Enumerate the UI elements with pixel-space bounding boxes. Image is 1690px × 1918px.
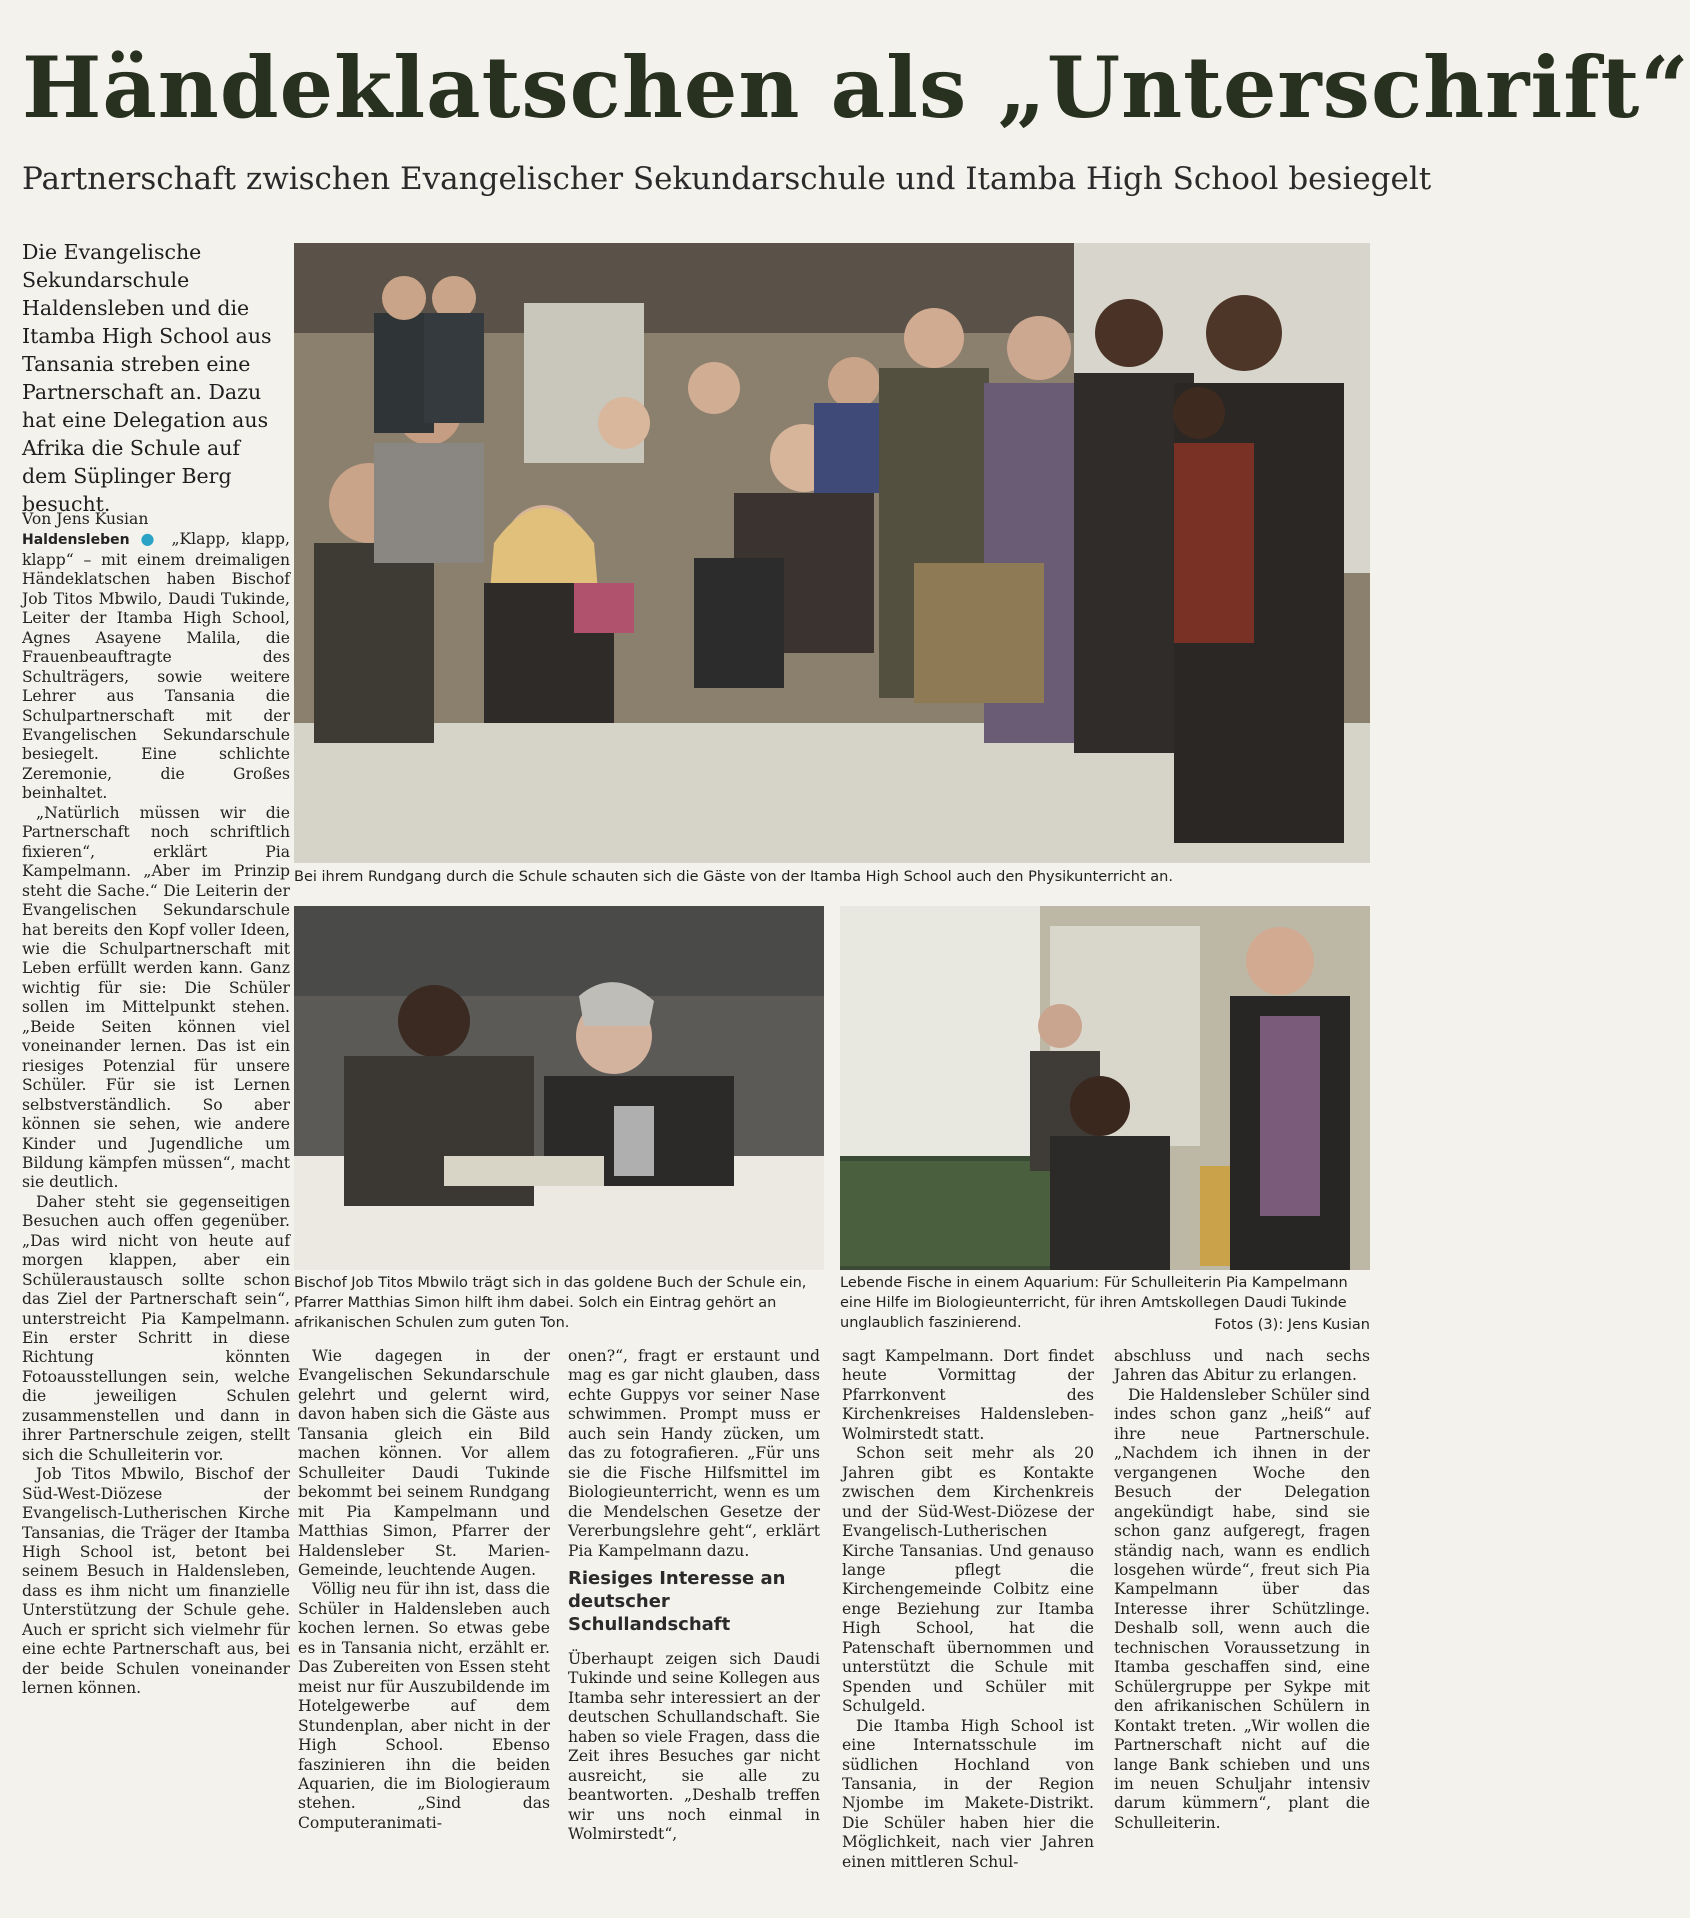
byline: Von Jens Kusian: [22, 510, 149, 528]
dateline: Haldensleben: [22, 532, 130, 549]
paragraph: abschluss und nach sechs Jahren das Abitur zu erlangen.: [1114, 1347, 1370, 1385]
paragraph: Die Haldensleber Schüler sind indes schon ganz „heiß“ auf ihre neue Partnerschule. „Nachdem ich ihnen in der vergangenen Woche den Besuch der Delegation angekündigt habe, sind sie schon ganz aufgeregt, fragen ständig nach, wann es endlich losgehen würde“, freut sich Pia Kampelmann über das Interesse ihrer Schützlinge. Deshalb soll, wenn auch die technischen Voraussetzung in Itamba geschaffen sind, eine Schülergruppe per Sykpe mit den afrikanischen Schülern in Kontakt treten. „Wir wollen die Partnerschaft nicht auf die lange Bank schieben und uns im neuen Schuljahr intensiv darum kümmern“, plant die Schulleiterin.: [1114, 1385, 1370, 1832]
dateline-dot-icon: ●: [140, 529, 161, 549]
paragraph: onen?“, fragt er erstaunt und mag es gar nicht glauben, dass echte Guppys vor seiner Nase schwimmen. Prompt muss er auch sein Handy zücken, um das zu fotografieren. „Für uns sie die Fische Hilfsmittel im Biologieunterricht, wenn es um die Mendelschen Gesetze der Vererbungslehre geht“, erklärt Pia Kampelmann dazu.: [568, 1347, 820, 1560]
lead-paragraph: Die Evangelische Sekundarschule Haldensleben und die Itamba High School aus Tansania streben eine Partnerschaft an. Dazu hat eine Delegation aus Afrika die Schule auf dem Süplinger Berg besucht.: [22, 240, 272, 516]
photo-golden-book: [294, 906, 824, 1270]
paragraph: sagt Kampelmann. Dort findet heute Vormittag der Pfarrkonvent des Kirchenkreises Haldensleben-Wolmirstedt statt.: [842, 1347, 1094, 1443]
photo-aquarium: [840, 906, 1370, 1270]
subheadline: Partnerschaft zwischen Evangelischer Sekundarschule und Itamba High School besiegelt: [22, 161, 1432, 197]
paragraph: Job Titos Mbwilo, Bischof der Süd-West-Diözese der Evangelisch-Lutherischen Kirche Tansanias, die Träger der Itamba High School ist, betont bei seinem Besuch in Haldensleben, dass es ihm nicht um finanzielle Unterstützung der Schule gehe. Auch er spricht sich vielmehr für eine echte Partnerschaft aus, bei der beide Schulen voneinander lernen können.: [22, 1465, 290, 1698]
article-column-3: [568, 1347, 820, 1845]
right-photo-caption-block: [840, 1273, 1370, 1335]
article-column-1: [22, 510, 290, 1699]
main-photo-image: [294, 243, 1370, 863]
paragraph: Schon seit mehr als 20 Jahren gibt es Kontakte zwischen dem Kirchenkreis und der Süd-West-Diözese der Evangelisch-Lutherischen Kirche Tansanias. Und genauso lange pflegt die Kirchengemeinde Colbitz eine enge Beziehung zur Itamba High School, hat die Patenschaft übernommen und unterstützt die Schule mit Spenden und Schüler mit Schulgeld.: [842, 1444, 1094, 1716]
photo-aquarium-image: [840, 906, 1370, 1270]
main-photo-caption: Bei ihrem Rundgang durch die Schule schauten sich die Gäste von der Itamba High School auch den Physikunterricht an.: [294, 869, 1173, 885]
paragraph: Völlig neu für ihn ist, dass die Schüler in Haldensleben auch kochen lernen. So etwas gebe es in Tansania nicht, erzählt er. Das Zubereiten von Essen steht meist nur für Auszubildende im Hotelgewerbe auf dem Stundenplan, aber nicht in der High School. Ebenso faszinieren ihn die beiden Aquarien, die im Biologieraum stehen. „Sind das Computeranimati-: [298, 1580, 550, 1832]
section-subheading: Riesiges Interesse an deutscher Schullandschaft: [568, 1567, 786, 1635]
article-column-5: [1114, 1347, 1370, 1833]
paragraph: Daher steht sie gegenseitigen Besuchen auch offen gegenüber. „Das wird nicht von heute auf morgen klappen, aber ein Schüleraustausch sollte schon das Ziel der Partnerschaft sein“, unterstreicht Pia Kampelmann. Ein erster Schritt in diese Richtung könnten Fotoausstellungen sein, welche die jeweiligen Schulen zusammenstellen und dann in ihrer Partnerschule zeigen, stellt sich die Schulleiterin vor.: [22, 1192, 290, 1464]
paragraph-text: „Klapp, klapp, klapp“ – mit einem dreimaligen Händeklatschen haben Bischof Job Titos Mbwilo, Daudi Tukinde, Leiter der Itamba High School, Agnes Asayene Malila, die Frauenbeauftragte des Schulträgers, sowie weitere Lehrer aus Tansania die Schulpartnerschaft mit der Evangelischen Sekundarschule besiegelt. Eine schlichte Zeremonie, die Großes beinhaltet.: [22, 530, 290, 803]
paragraph: [22, 529, 290, 803]
paragraph: Wie dagegen in der Evangelischen Sekundarschule gelehrt und gelernt wird, davon haben sich die Gäste aus Tansania gleich ein Bild machen können. Vor allem Schulleiter Daudi Tukinde bekommt bei seinem Rundgang mit Pia Kampelmann und Matthias Simon, Pfarrer der Haldensleber St. Marien-Gemeinde, leuchtende Augen.: [298, 1347, 550, 1579]
headline: Händeklatschen als „Unterschrift“: [22, 38, 1690, 137]
paragraph: Überhaupt zeigen sich Daudi Tukinde und seine Kollegen aus Itamba sehr interessiert an der deutschen Schullandschaft. Sie haben so viele Fragen, dass die Zeit ihres Besuches gar nicht ausreicht, sie alle zu beantworten. „Deshalb treffen wir uns noch einmal in Wolmirstedt“,: [568, 1649, 820, 1844]
article-column-4: [842, 1347, 1094, 1872]
left-photo-caption: Bischof Job Titos Mbwilo trägt sich in das goldene Buch der Schule ein, Pfarrer Matthias Simon hilft ihm dabei. Solch ein Eintrag gehört an afrikanischen Schulen zum guten Ton.: [294, 1275, 807, 1331]
article-column-2: [298, 1347, 550, 1833]
right-photo-caption: Lebende Fische in einem Aquarium: Für Schulleiterin Pia Kampelmann eine Hilfe im Biologieunterricht, für ihren Amtskollegen Daudi Tukinde unglaublich faszinierend.: [840, 1275, 1348, 1331]
photo-golden-book-image: [294, 906, 824, 1270]
photo-credit: Fotos (3): Jens Kusian: [1214, 1317, 1370, 1333]
paragraph: Die Itamba High School ist eine Internatsschule im südlichen Hochland von Tansania, in der Region Njombe im Makete-Distrikt. Die Schüler haben hier die Möglichkeit, nach vier Jahren einen mittleren Schul-: [842, 1716, 1094, 1871]
paragraph: „Natürlich müssen wir die Partnerschaft noch schriftlich fixieren“, erklärt Pia Kampelmann. „Aber im Prinzip steht die Sache.“ Die Leiterin der Evangelischen Sekundarschule hat bereits den Kopf voller Ideen, wie die Schulpartnerschaft mit Leben erfüllt werden kann. Ganz wichtig für sie: Die Schüler sollen im Mittelpunkt stehen. „Beide Seiten können viel voneinander lernen. Das ist ein riesiges Potenzial für unsere Schüler. Für sie ist Lernen selbstverständlich. So aber können sie sehen, wie andere Kinder und Jugendliche um Bildung kämpfen müssen“, macht sie deutlich.: [22, 803, 290, 1192]
main-photo-physics-class: [294, 243, 1370, 863]
